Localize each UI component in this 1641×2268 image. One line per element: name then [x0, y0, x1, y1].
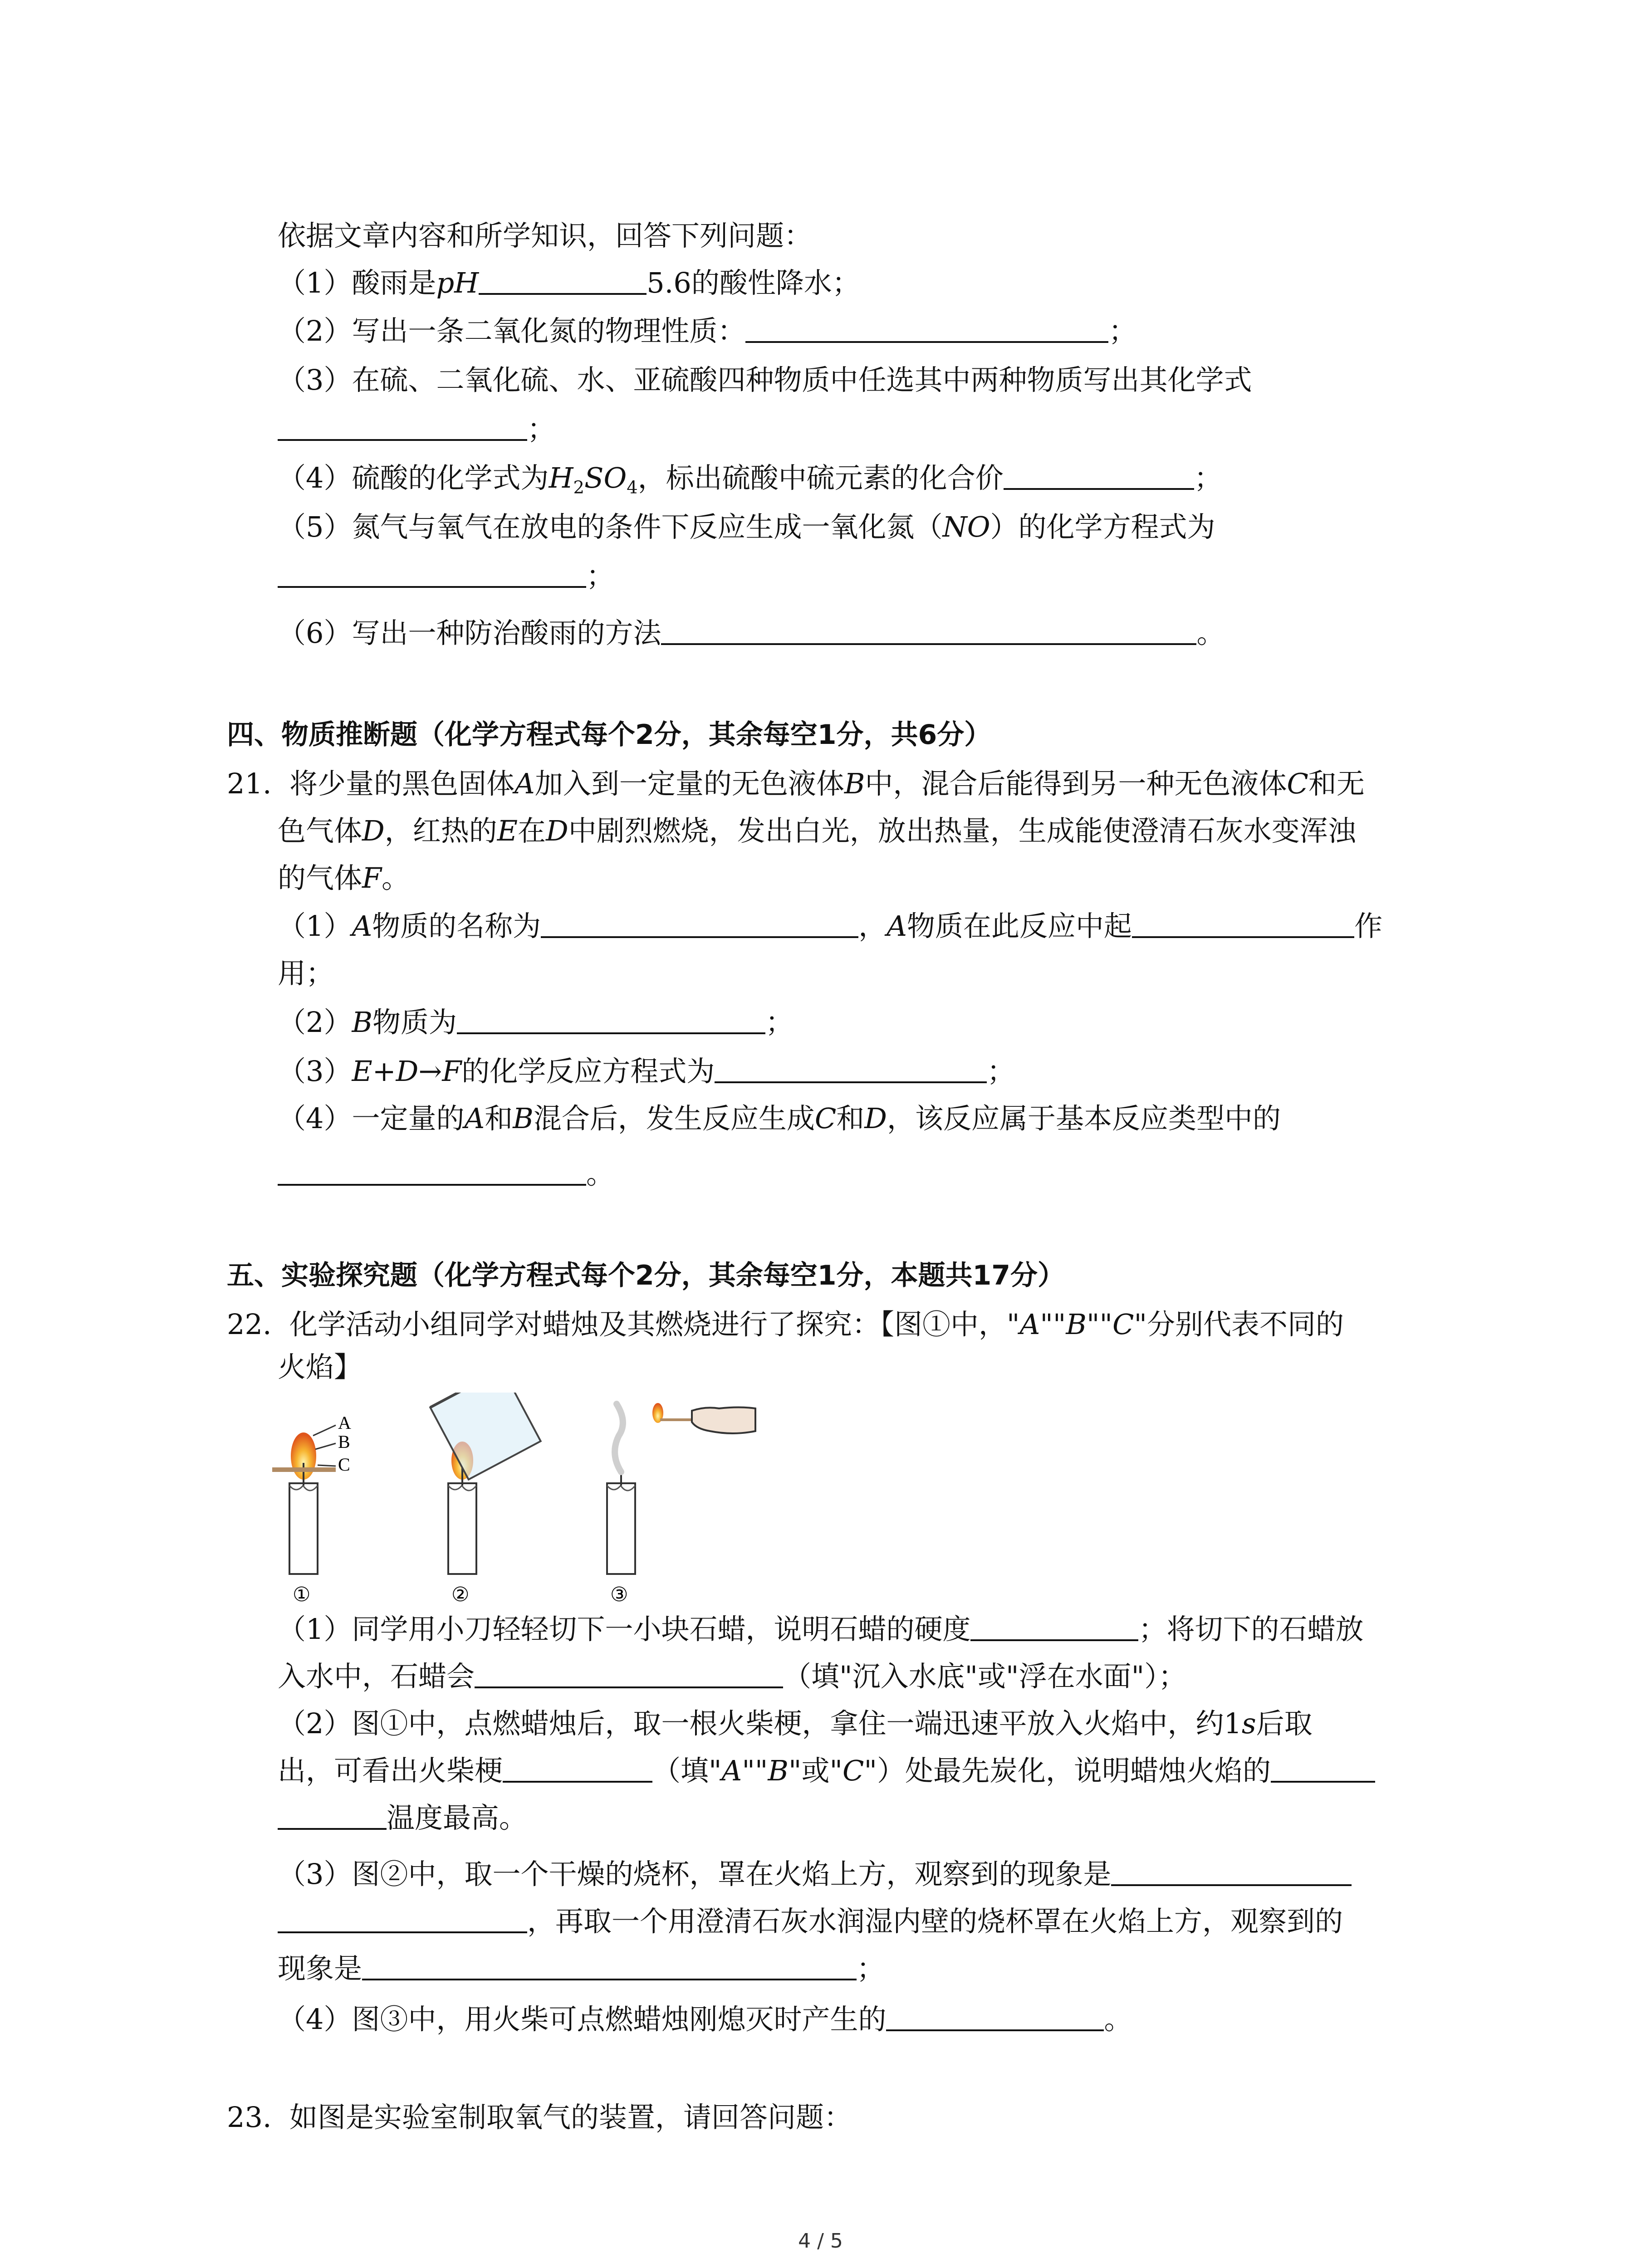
q20-part6: （6）写出一种防治酸雨的方法 。 — [278, 616, 1225, 650]
candle-3 — [607, 1403, 755, 1606]
q22-part3: （3）图②中，取一个干燥的烧杯，罩在火焰上方，观察到的现象是 — [278, 1855, 1352, 1893]
flame-label-b: B — [338, 1432, 350, 1452]
q22-part1: （1）同学用小刀轻轻切下一小块石蜡，说明石蜡的硬度 ；将切下的石蜡放 — [278, 1613, 1364, 1646]
candle-1 — [272, 1413, 351, 1606]
page-number: 4 / 5 — [798, 2229, 843, 2253]
q22-part3-cont: ，再取一个用澄清石灰水润湿内壁的烧杯罩在火焰上方，观察到的 — [278, 1902, 1343, 1941]
answer-blank[interactable] — [278, 1801, 387, 1830]
answer-blank[interactable] — [278, 1904, 527, 1933]
white-smoke — [615, 1404, 623, 1472]
figure-number-2: ② — [451, 1583, 470, 1606]
answer-blank[interactable] — [1271, 1754, 1375, 1783]
beaker — [430, 1393, 540, 1480]
q21-part1: （1）A物质的名称为 ，A物质在此反应中起 作 — [278, 909, 1383, 943]
q22-part2-cont: 出，可看出火柴梗 （填"A""B"或"C"）处最先炭化，说明蜡烛火焰的 — [278, 1752, 1375, 1790]
q21-part1-cont: 用； — [278, 957, 334, 990]
candle-experiment-figure — [272, 1393, 817, 1606]
q20-part3-cont: ； — [278, 410, 555, 448]
answer-blank[interactable] — [1132, 909, 1354, 938]
answer-blank[interactable] — [745, 314, 1108, 343]
q22-stem-line1: 22. 化学活动小组同学对蜡烛及其燃烧进行了探究：【图①中，"A""B""C"分别代表不同的 — [227, 1308, 1344, 1341]
q20-part5-cont: ； — [278, 557, 614, 595]
flame-label-a: A — [338, 1413, 351, 1433]
q20-part5: （5）氮气与氧气在放电的条件下反应生成一氧化氮（NO）的化学方程式为 — [278, 510, 1215, 543]
q20-part1: （1）酸雨是pH 5.6的酸性降水； — [278, 266, 860, 299]
q21-part3: （3）E+D→F的化学反应方程式为 ； — [278, 1055, 1015, 1088]
q22-stem-line2: 火焰】 — [278, 1350, 362, 1383]
q23-stem: 23. 如图是实验室制取氧气的装置，请回答问题： — [227, 2101, 852, 2134]
answer-blank[interactable] — [1004, 461, 1194, 490]
q21-part4: （4）一定量的A和B混合后，发生反应生成C和D，该反应属于基本反应类型中的 — [278, 1102, 1281, 1135]
answer-blank[interactable] — [278, 412, 527, 441]
answer-blank[interactable] — [661, 616, 1196, 645]
q21-part2: （2）B物质为 ； — [278, 1006, 794, 1039]
q22-part3-cont2: 现象是 ； — [278, 1952, 885, 1985]
q21-stem-line2: 色气体D，红热的E在D中剧烈燃烧，发出白光，放出热量，生成能使澄清石灰水变浑浊 — [278, 814, 1356, 847]
answer-blank[interactable] — [362, 1951, 857, 1980]
section-4-title: 四、物质推断题（化学方程式每个2分，其余每空1分，共6分） — [227, 719, 992, 751]
figure-number-1: ① — [293, 1583, 311, 1606]
matchstick-in-flame — [272, 1467, 336, 1472]
hand-icon — [692, 1408, 755, 1434]
q20-part4: （4）硫酸的化学式为$H_2SO_4$，标出硫酸中硫元素的化合价 ； — [278, 461, 1222, 498]
answer-blank[interactable] — [278, 1157, 586, 1186]
answer-blank[interactable] — [278, 559, 586, 588]
answer-blank[interactable] — [541, 909, 858, 938]
answer-blank[interactable] — [475, 1659, 783, 1688]
figure-number-3: ③ — [610, 1583, 628, 1606]
answer-blank[interactable] — [1111, 1857, 1352, 1886]
candle-2 — [430, 1393, 540, 1606]
q22-part1-cont: 入水中，石蜡会 （填"沉入水底"或"浮在水面"）； — [278, 1660, 1187, 1693]
answer-blank[interactable] — [479, 266, 647, 295]
q22-part2-cont2: 温度最高。 — [278, 1799, 527, 1837]
answer-blank[interactable] — [970, 1612, 1138, 1641]
answer-blank[interactable] — [715, 1054, 987, 1083]
q22-part4: （4）图③中，用火柴可点燃蜡烛刚熄灭时产生的 。 — [278, 2003, 1132, 2036]
answer-blank[interactable] — [503, 1754, 652, 1783]
q21-stem-line3: 的气体F。 — [278, 861, 410, 894]
answer-blank[interactable] — [886, 2002, 1104, 2031]
section-5-title: 五、实验探究题（化学方程式每个2分，其余每空1分，本题共17分） — [227, 1260, 1065, 1291]
answer-blank[interactable] — [457, 1005, 765, 1034]
q21-stem-line1: 21. 将少量的黑色固体A加入到一定量的无色液体B中，混合后能得到另一种无色液体C和无 — [227, 767, 1365, 800]
q20-intro: 依据文章内容和所学知识，回答下列问题： — [278, 219, 813, 252]
q21-part4-cont: 。 — [278, 1155, 614, 1193]
q20-part3: （3）在硫、二氧化硫、水、亚硫酸四种物质中任选其中两种物质写出其化学式 — [278, 363, 1252, 396]
flame-label-c: C — [338, 1454, 350, 1475]
q22-part2: （2）图①中，点燃蜡烛后，取一根火柴梗，拿住一端迅速平放入火焰中，约1s后取 — [278, 1707, 1313, 1740]
q20-part2: （2）写出一条二氧化氮的物理性质： ； — [278, 314, 1137, 347]
